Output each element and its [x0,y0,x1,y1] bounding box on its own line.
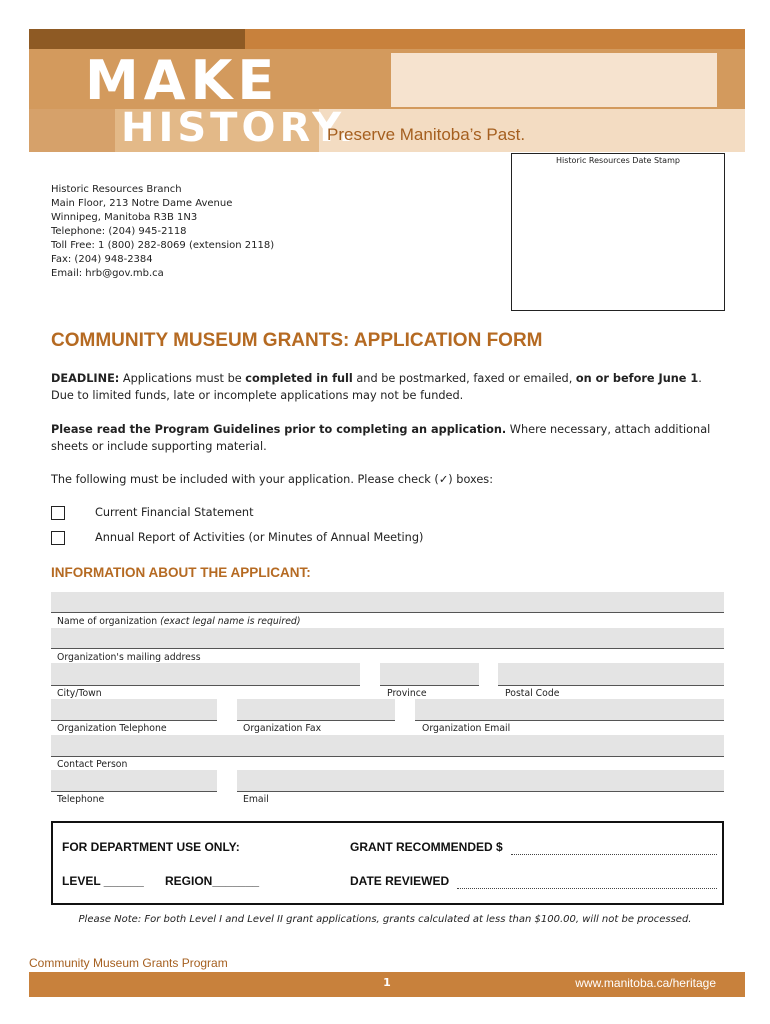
department-use-box [51,821,724,905]
page-number: 1 [383,976,391,989]
address-line: Historic Resources Branch [51,184,182,195]
organization-name-field[interactable] [51,592,724,613]
address-line: Telephone: (204) 945-2118 [51,226,187,237]
footer-bar [29,972,745,997]
postal-code-field[interactable] [498,663,724,686]
organization-fax-label: Organization Fax [243,723,322,734]
address-line: Fax: (204) 948-2384 [51,254,153,265]
address-line: Toll Free: 1 (800) 282-8069 (extension 2118) [51,240,275,251]
guidelines-text: Where necessary, attach additional sheets or include supporting material. [51,423,711,453]
address-line: Winnipeg, Manitoba R3B 1N3 [51,212,198,223]
province-label: Province [387,688,427,699]
guidelines-paragraph [51,421,721,455]
deadline-text: . Due to limited funds, late or incomplete applications may not be funded. [51,372,702,402]
date-reviewed-line[interactable] [457,888,717,889]
checklist-intro: The following must be included with your application. Please check (✓) boxes: [51,473,494,486]
banner-tagline: Preserve Manitoba’s Past. [327,125,526,144]
banner-history-text: HISTORY. [121,105,358,151]
postal-code-label: Postal Code [505,688,560,699]
contact-person-field[interactable] [51,735,724,757]
grant-recommended-label: GRANT RECOMMENDED $ [350,840,503,854]
header-banner [29,29,745,152]
email-label: Email [243,794,269,805]
organization-email-label: Organization Email [422,723,511,734]
organization-fax-field[interactable] [237,699,395,721]
banner-stripe-dark [29,29,245,49]
email-field[interactable] [237,770,724,792]
annual-report-checkbox[interactable] [51,531,65,545]
province-field[interactable] [380,663,479,686]
telephone-label: Telephone [57,794,105,805]
organization-name-hint: (exact legal name is required) [160,616,301,627]
level-label: LEVEL ______ [62,874,144,888]
grant-note: Please Note: For both Level I and Level II grant applications, grants calculated at less than $100.00, will not be processed. [78,914,692,925]
financial-statement-checkbox[interactable] [51,506,65,520]
date-reviewed-label: DATE REVIEWED [350,874,450,888]
telephone-field[interactable] [51,770,217,792]
city-field[interactable] [51,663,360,686]
deadline-paragraph [51,370,721,404]
footer-program-name: Community Museum Grants Program [29,956,228,970]
region-label: REGION_______ [165,874,260,888]
deadline-bold-date: on or before June 1 [575,372,699,385]
branch-address [51,183,274,281]
date-stamp-label: Historic Resources Date Stamp [556,156,680,165]
grant-recommended-line[interactable] [511,854,717,855]
address-email[interactable]: Email: hrb@gov.mb.ca [51,268,164,279]
mailing-address-field[interactable] [51,628,724,649]
annual-report-label: Annual Report of Activities (or Minutes of Annual Meeting) [95,531,424,544]
organization-telephone-label: Organization Telephone [57,723,167,734]
address-line: Main Floor, 213 Notre Dame Avenue [51,198,233,209]
guidelines-bold: Please read the Program Guidelines prior to completing an application. [51,423,507,436]
form-title: COMMUNITY MUSEUM GRANTS: APPLICATION FORM [51,330,543,351]
mailing-address-label: Organization's mailing address [57,652,201,663]
deadline-bold-complete: completed in full [245,372,353,385]
department-use-label: FOR DEPARTMENT USE ONLY: [62,840,240,854]
organization-name-label-text: Name of organization [57,616,161,627]
deadline-text: and be postmarked, faxed or emailed, [352,372,576,385]
deadline-label: DEADLINE: [51,372,120,385]
footer-url[interactable]: www.manitoba.ca/heritage [575,976,716,990]
organization-name-label [57,616,300,627]
banner-make-text: MAKE [85,49,280,112]
banner-band-lower-left [29,109,115,152]
organization-email-field[interactable] [415,699,724,721]
banner-band-light [391,53,717,107]
applicant-section-title: INFORMATION ABOUT THE APPLICANT: [51,565,311,580]
date-stamp-box [511,153,725,311]
contact-person-label: Contact Person [57,759,128,770]
financial-statement-label: Current Financial Statement [95,506,254,519]
city-label: City/Town [57,688,102,699]
deadline-text: Applications must be [119,372,246,385]
organization-telephone-field[interactable] [51,699,217,721]
